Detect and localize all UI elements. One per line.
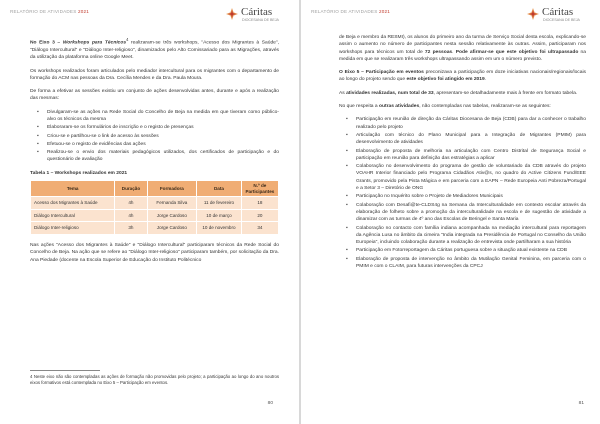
text-run: No que respeita a (339, 104, 379, 110)
table-header-row (31, 181, 279, 197)
table-cell: Fernanda Silva (147, 197, 197, 210)
running-header (10, 9, 89, 14)
list-item: ▪ Efetuou-se o registo de evidências das ações (30, 141, 279, 148)
col-tema: Tema (31, 181, 115, 197)
logo-name: Cáritas (241, 6, 273, 18)
logo-subtitle: DIOCESANA DE BEJA (242, 18, 279, 22)
eixo3-lead-emphasis: Workshops para Técnicos (62, 40, 127, 46)
text-run: . (452, 49, 456, 55)
table-cell: Jorge Cardoso (147, 209, 197, 222)
table-cell: 11 de fevereiro (197, 197, 242, 210)
text-run-bold: Pode afirmar-se que este objetivo foi ultrapassado (455, 49, 579, 55)
list-item: ▪ Participação em Fotorreportagem da Cáritas portuguesa sobre a situação atual existente na CDB (339, 247, 586, 254)
list-item: ▪ Criou-se e partilhou-se o link de acesso às sessões (30, 133, 279, 140)
caritas-logo-icon (526, 7, 540, 21)
col-data: Data (197, 181, 242, 197)
table-cell: 3h (115, 222, 147, 235)
table-cell: 20 (241, 209, 278, 222)
list-item: ▪ Articulação com técnico do Plano Municipal para a Integração de Migrantes (PMIM) para desenvolvimento de atividades (339, 132, 586, 147)
caritas-logo-icon (225, 7, 239, 21)
list-item: ▪ Participação em reunião de direção da Cáritas Diocesana de Beja (CDB) para dar a conhecer o trabalho realizado pelo projeto (339, 116, 586, 131)
left-body (30, 36, 279, 270)
text-run: . (484, 77, 487, 83)
table-cell: Diálogo Inter-religioso (31, 222, 115, 235)
text-run: na medida em que se realizaram três workshops ultrapassando assim em um o número previsto. (339, 49, 586, 62)
table-cell: 4h (115, 209, 147, 222)
running-header (311, 9, 390, 14)
text-run-bold: atividades realizadas, num total de 33 (346, 90, 434, 96)
table-cell: 4h (115, 197, 147, 210)
paragraph-eixo3 (30, 36, 279, 62)
col-duracao: Duração (115, 181, 147, 197)
table-row (31, 209, 279, 222)
eixo3-lead: No Eixo 3 – (30, 40, 63, 46)
list-item: ▪ Elaboraram-se os formulários de inscrição e o registo de presenças (30, 124, 279, 131)
table-cell: Jorge Cardoso (147, 222, 197, 235)
page-right (301, 0, 600, 424)
paragraph-total-participants (339, 34, 586, 63)
table-caption: Tabela 1 – Workshops realizados em 2021 (30, 170, 128, 176)
list-item: ▪ Colaboração no desenvolvimento do programa de gestão de voluntariado da CDB através do projeto VOAHR Interior financiado pelo Programa Cidadãos Ativ@s, no quadro do Active Citizens Fund/EEE Grants, promovido pela Pista Mágica e em parceria com a EAPN – Rede Europeia Anti Pobreza/Portugal e a Setor 3 – Diretório de ONG (339, 163, 586, 192)
eixo3-text: realizaram-se três workshops, "Acesso dos Migrantes à Saúde", "Diálogo Intercultural" e "Diálogo Inter-religioso", dinamizados pelo Alto Comissariado para as Migrações, através da utilização da plataforma online Google Meet. (30, 40, 279, 61)
other-activities-list (339, 116, 586, 270)
page-left (0, 0, 299, 424)
paragraph-participants: Nas ações "Acesso dos Migrantes à Saúde" e "Diálogo Intercultural" participaram técnicos da Rede Social do Concelho de Beja. Na ação que se refere ao "Diálogo Inter-religioso" participaram também, por solicitação da Dra. Ana Piedade (docente na Escola Superior de Educação do Instituto Politécnico (30, 243, 279, 263)
paragraph-actions-intro: De forma a efetivar as sessões existiu um conjunto de ações desenvolvidas antes, durante e após a realização das mesmas: (30, 89, 279, 102)
text-run-bold: este objetivo foi atingido em 2019 (406, 77, 485, 83)
paragraph-other-activities (339, 103, 586, 110)
logo-subtitle: DIOCESANA DE BEJA (543, 18, 580, 22)
table-cell: 18 (241, 197, 278, 210)
page-number: 81 (578, 401, 584, 406)
text-run: de Beja e membro da RESMI), os alunos do primeiro ano da turma de Serviço Social desta escola, explicando-se assim o aumento no número de participantes nesta sessão relativamente às outras. Assim, participaram nos workshops para técnicos um total de (339, 35, 586, 55)
header-title: RELATÓRIO DE ATIVIDADES (10, 9, 77, 14)
footnote: 4 Neste eixo não são contempladas as ações de formação não promovidas pelo projeto; a participação ao longo do ano noutros eixos formativos está contemplada no Eixo 5 – Participação em eventos. (30, 374, 279, 386)
text-run: , apresentam-se detalhadamente mais à frente em formato tabela. (433, 90, 578, 96)
table-cell: 10 de março (197, 209, 242, 222)
list-item: ▪ Colaboração com Desafi@te-CLDS4g na Semana da Interculturalidade em contexto escolar através da elaboração de folheto sobre a promoção da interculturalidade na escola e de sugestão de atividade a dinamizar com as turmas de 4º ano das Escolas de Beringel e Santa Maria (339, 202, 586, 224)
list-item: ▪ Colaboração no contacto com família indiana acompanhada na mediação intercultural para reportagem da Agência Lusa no âmbito da cimeira "India integrada na Presidência de Portugal no Conselho da União Europeia", incluindo colaboração durante a realização de entrevista onde partilharam a sua história (339, 225, 586, 247)
col-participantes: N.º de Participantes (241, 181, 278, 197)
text-run-bold: 72 pessoas (424, 49, 453, 55)
text-run-bold: O Eixo 5 – Participação em eventos (339, 70, 424, 76)
right-body (339, 34, 586, 276)
text-run: preconizava a participação em doze iniciativas nacionais/regionais/locais ao longo do projeto sendo que (339, 70, 586, 83)
table-cell: 10 de novembro (197, 222, 242, 235)
table-cell: Acesso dos Migrantes à Saúde (31, 197, 115, 210)
caritas-logo (526, 7, 588, 23)
list-item: ▪ Elaboração de proposta de melhoria na articulação com Centro Distrital de Segurança Social e participação em reunião para definição das estratégias a aplicar (339, 148, 586, 163)
header-year: 2021 (77, 9, 89, 14)
footnote-divider (30, 370, 100, 371)
header-title: RELATÓRIO DE ATIVIDADES (311, 9, 378, 14)
paragraph-workshops: Os workshops realizados foram articulados pelo mediador intercultural para os migrantes com o departamento de formação do ACM nas pessoas da Dra. Cecília Mendes e da Dra. Paula Moura. (30, 68, 279, 81)
list-item: ▪ Elaboração de proposta de intervenção no âmbito da Mutilação Genital Feminina, em parceria com o PMIM e com o CLAIM, para futuras intervenções da CPCJ (339, 256, 586, 271)
workshops-table (30, 180, 279, 235)
paragraph-eixo5 (339, 69, 586, 84)
text-run: , não contempladas nas tabelas, realizaram-se as seguintes: (419, 104, 551, 110)
text-run-bold: outras atividades (378, 104, 420, 110)
table-cell: Diálogo Intercultural (31, 209, 115, 222)
list-item: ▪ Realizou-se o envio dos materiais pedagógicos utilizados, dos certificados de participação e do questionário de avaliação (30, 149, 279, 164)
table-row (31, 197, 279, 210)
col-formadora: Formadora (147, 181, 197, 197)
list-item: ▪ Divulgaram-se as ações na Rede Social do Concelho de Beja na medida em que tiveram como público-alvo os técnicos da mesma (30, 109, 279, 124)
table-cell: 34 (241, 222, 278, 235)
page-number: 80 (267, 401, 273, 406)
text-run: As (339, 90, 347, 96)
caritas-logo (225, 7, 287, 23)
footnote-ref: 4 (126, 37, 129, 42)
list-item: ▪ Participação no Inquérito sobre o Projeto de Mediadores Municipais (339, 193, 586, 200)
logo-name: Cáritas (542, 6, 574, 18)
actions-list (30, 109, 279, 164)
header-year: 2021 (378, 9, 390, 14)
table-row (31, 222, 279, 235)
paragraph-activities (339, 90, 586, 97)
